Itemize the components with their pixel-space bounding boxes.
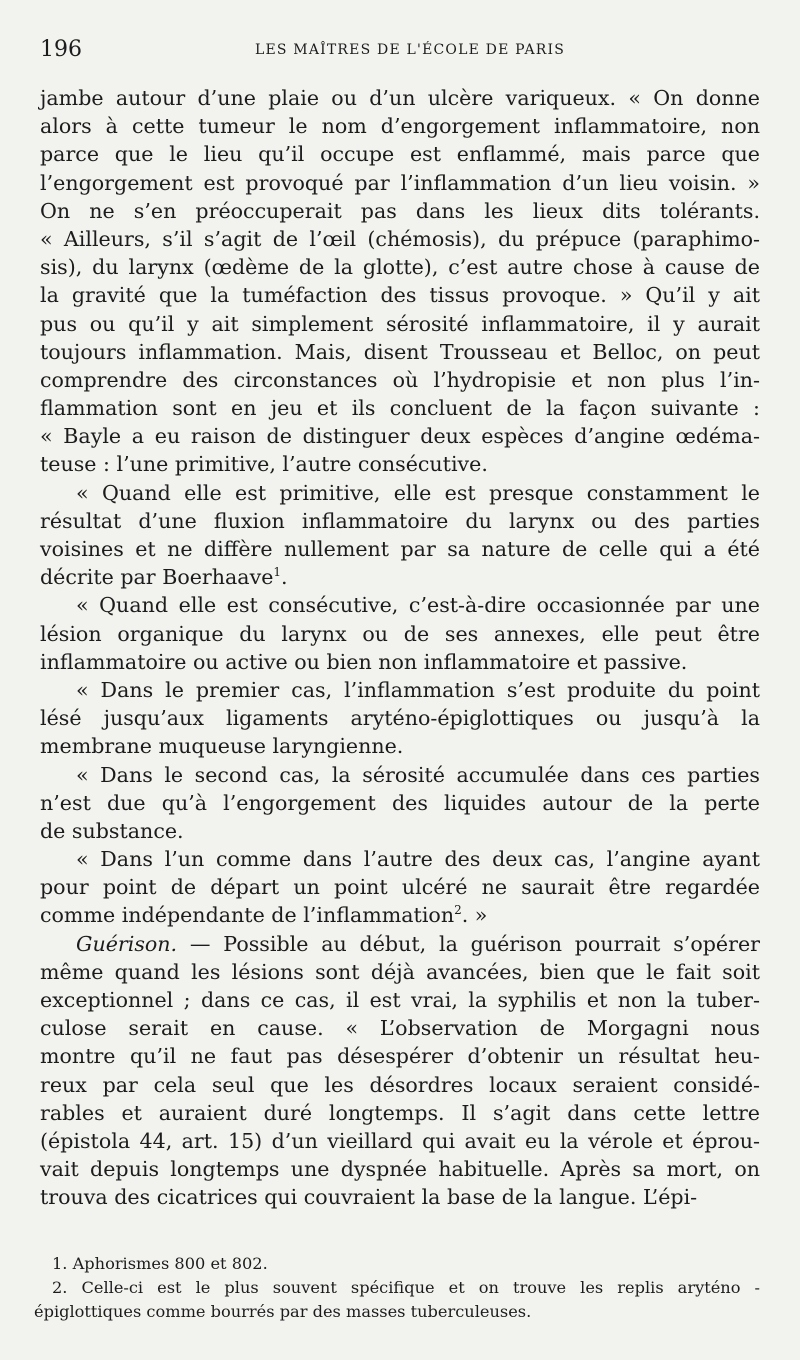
body-text: [40, 84, 760, 1212]
line-text: « Dans le second cas, la sérosité accumulée dans ces parties: [76, 762, 760, 787]
text-line: [40, 1042, 760, 1070]
text-line: [40, 450, 760, 478]
text-line: [40, 112, 760, 140]
line-text: toujours inflammation. Mais, disent Trousseau et Belloc, on peut: [40, 339, 760, 364]
footnote-line: 2. Celle-ci est le plus souvent spécifique et on trouve les replis aryténo -: [52, 1278, 760, 1297]
line-text: parce que le lieu qu’il occupe est enflammé, mais parce que: [40, 142, 760, 167]
line-text: lésé jusqu’aux ligaments aryténo-épiglottiques ou jusqu’à la: [40, 706, 760, 731]
line-text: « Dans l’un comme dans l’autre des deux cas, l’angine ayant: [76, 847, 760, 872]
text-line: [40, 958, 760, 986]
line-text: reux par cela seul que les désordres locaux seraient considé-: [40, 1072, 760, 1097]
line-text-tail: .: [281, 565, 288, 590]
line-text: — Possible au début, la guérison pourrait s’opérer: [177, 931, 760, 956]
text-line: [40, 732, 760, 760]
text-line: [40, 563, 760, 591]
text-line: [40, 930, 760, 958]
line-text: « Dans le premier cas, l’inflammation s’est produite du point: [76, 677, 760, 702]
text-line: [40, 253, 760, 281]
page-number: 196: [40, 37, 82, 62]
text-line: [40, 1155, 760, 1183]
text-line: [40, 422, 760, 450]
line-text: (épistola 44, art. 15) d’un vieillard qui avait eu la vérole et éprou-: [40, 1128, 760, 1153]
line-text: la gravité que la tuméfaction des tissus provoque. » Qu’il y ait: [40, 283, 760, 308]
line-text: vait depuis longtemps une dyspnée habituelle. Après sa mort, on: [40, 1157, 760, 1182]
line-text: montre qu’il ne faut pas désespérer d’obtenir un résultat heu-: [40, 1044, 760, 1069]
line-text: On ne s’en préoccuperait pas dans les lieux dits tolérants.: [40, 198, 760, 223]
footnotes: [34, 1252, 760, 1324]
text-line: [40, 901, 760, 929]
text-line: [40, 1014, 760, 1042]
text-line: [40, 338, 760, 366]
text-line: [40, 817, 760, 845]
line-text: culose serait en cause. « L’observation de Morgagni nous: [40, 1016, 760, 1041]
line-text: exceptionnel ; dans ce cas, il est vrai, la syphilis et non la tuber-: [40, 988, 760, 1012]
text-line: [40, 1099, 760, 1127]
text-line: [40, 535, 760, 563]
page-header: [40, 36, 760, 64]
text-line: [40, 873, 760, 901]
line-text: jambe autour d’une plaie ou d’un ulcère variqueux. « On donne: [40, 86, 760, 110]
text-line: [40, 225, 760, 253]
running-title: LES MAÎTRES DE L'ÉCOLE DE PARIS: [254, 42, 566, 58]
text-line: [40, 620, 760, 648]
footnote-line: épiglottiques comme bourrés par des masses tuberculeuses.: [34, 1302, 532, 1321]
text-line: [40, 789, 760, 817]
text-line: [40, 366, 760, 394]
footnote-marker: 1: [273, 565, 282, 580]
text-line: [40, 140, 760, 168]
footnote-line: 1. Aphorismes 800 et 802.: [52, 1254, 268, 1273]
text-line: [40, 394, 760, 422]
text-line: [40, 676, 760, 704]
line-text: « Quand elle est consécutive, c’est-à-dire occasionnée par une: [76, 593, 760, 618]
text-line: [40, 1127, 760, 1155]
text-line: [40, 479, 760, 507]
line-text: résultat d’une fluxion inflammatoire du larynx ou des parties: [40, 508, 760, 533]
line-text: pus ou qu’il y ait simplement sérosité inflammatoire, il y aurait: [40, 311, 760, 336]
line-text: lésion organique du larynx ou de ses annexes, elle peut être: [40, 621, 760, 646]
line-text: teuse : l’une primitive, l’autre consécutive.: [40, 452, 488, 477]
line-text: membrane muqueuse laryngienne.: [40, 734, 404, 759]
line-text: l’engorgement est provoqué par l’inflammation d’un lieu voisin. »: [40, 170, 760, 195]
line-text: de substance.: [40, 818, 184, 843]
text-line: [40, 986, 760, 1014]
text-line: [40, 648, 760, 676]
text-line: [40, 507, 760, 535]
line-text-tail: . »: [461, 903, 488, 928]
text-line: [40, 281, 760, 309]
line-text: décrite par Boerhaave: [40, 565, 274, 590]
line-text: inflammatoire ou active ou bien non inflammatoire et passive.: [40, 649, 688, 674]
line-text: trouva des cicatrices qui couvraient la base de la langue. L’épi-: [40, 1185, 698, 1210]
text-line: [40, 704, 760, 732]
footnote-marker: 2: [454, 903, 462, 918]
text-line: [40, 197, 760, 225]
text-line: [40, 84, 760, 112]
line-text: sis), du larynx (œdème de la glotte), c’est autre chose à cause de: [40, 255, 760, 280]
line-text: « Ailleurs, s’il s’agit de l’œil (chémosis), du prépuce (paraphimo-: [40, 226, 760, 251]
line-text: comme indépendante de l’inflammation: [40, 903, 455, 928]
text-line: [40, 845, 760, 873]
line-text: « Quand elle est primitive, elle est presque constamment le: [76, 480, 760, 505]
line-text: comprendre des circonstances où l’hydropisie et non plus l’in-: [40, 367, 760, 392]
line-text: pour point de départ un point ulcéré ne saurait être regardée: [40, 875, 760, 900]
line-text: alors à cette tumeur le nom d’engorgement inflammatoire, non: [40, 114, 760, 139]
line-text: rables et auraient duré longtemps. Il s’agit dans cette lettre: [40, 1100, 760, 1125]
text-line: [40, 591, 760, 619]
text-line: [40, 1183, 760, 1211]
section-heading: Guérison.: [76, 931, 178, 956]
line-text: n’est due qu’à l’engorgement des liquides autour de la perte: [40, 790, 760, 815]
line-text: voisines et ne diffère nullement par sa nature de celle qui a été: [40, 537, 760, 561]
text-line: [40, 761, 760, 789]
line-text: flammation sont en jeu et ils concluent de la façon suivante :: [40, 396, 760, 421]
text-line: [40, 1071, 760, 1099]
line-text: même quand les lésions sont déjà avancées, bien que le fait soit: [40, 959, 760, 984]
text-line: [40, 169, 760, 197]
text-line: [40, 310, 760, 338]
line-text: « Bayle a eu raison de distinguer deux espèces d’angine œdéma-: [40, 424, 760, 449]
